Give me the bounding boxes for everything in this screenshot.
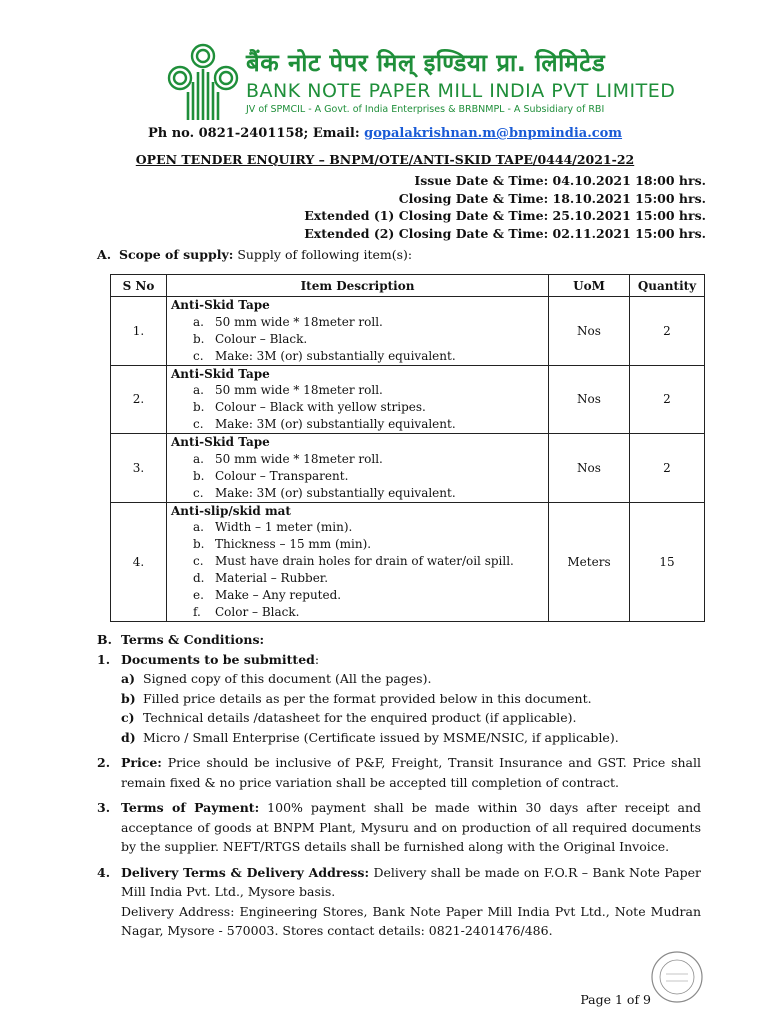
contact-line (0, 126, 770, 141)
header-sno: S No (111, 275, 167, 297)
documents-colon: : (314, 651, 320, 667)
item-spec: a. 50 mm wide * 18meter roll. (193, 451, 383, 466)
list-item: b) Filled price details as per the format provided below in this document. (121, 690, 592, 706)
item-spec: f. Color – Black. (193, 605, 300, 619)
documents-num: 1. (97, 651, 111, 667)
item-spec: e. Make – Any reputed. (193, 588, 342, 602)
list-item: c) Technical details /datasheet for the enquired product (if applicable). (121, 710, 577, 725)
item-spec: b. Colour – Black. (193, 331, 308, 346)
item-spec: b. Colour – Black with yellow stripes. (193, 400, 426, 414)
row-sno: 2. (111, 365, 167, 434)
closing-date: Closing Date & Time: 18.10.2021 15:00 hrs. (398, 190, 706, 206)
page-number: Page 1 of 9 (580, 992, 651, 1007)
company-seal-stamp (650, 950, 704, 1004)
item-title: Anti-Skid Tape (171, 298, 270, 312)
delivery-address: Delivery Address: Engineering Stores, Bank Note Paper Mill India Pvt Ltd., Note Mudran Nagar, Mysore - 570003. Stores contact details: 0821-2401476/486. (121, 903, 701, 938)
company-name-english: BANK NOTE PAPER MILL INDIA PVT LIMITED (246, 80, 676, 102)
list-item: d) Micro / Small Enterprise (Certificate issued by MSME/NSIC, if applicable). (121, 729, 619, 745)
company-name-hindi: बैंक नोट पेपर मिल् इण्डिया प्रा. लिमिटेड (246, 49, 606, 77)
row-description (167, 365, 549, 434)
item-spec: c. Make: 3M (or) substantially equivalent. (193, 417, 456, 431)
contact-email-link[interactable]: gopalakrishnan.m@bnpmindia.com (364, 126, 623, 141)
row-uom: Nos (549, 365, 630, 434)
table-header-row (111, 275, 705, 297)
header-description: Item Description (167, 275, 549, 297)
price-clause: 2. Price: Price should be inclusive of P&F, Freight, Transit Insurance and GST. Price shall remain fixed & no price variation shall be accepted till completion of contract. (97, 755, 701, 790)
contact-phone-label: Ph no. 0821-2401158; Email: (147, 126, 365, 141)
row-sno: 3. (111, 434, 167, 503)
documents-heading-text: Documents to be submitted (121, 651, 315, 667)
row-description (167, 434, 549, 503)
table-row (111, 434, 705, 503)
terms-heading (97, 630, 701, 650)
scope-text: Supply of following item(s): (233, 247, 413, 262)
row-uom: Nos (549, 434, 630, 503)
row-sno: 4. (111, 502, 167, 622)
tender-dates (304, 172, 706, 242)
scope-letter: A. (97, 247, 112, 262)
header-uom: UoM (549, 275, 630, 297)
item-spec: b. Colour – Transparent. (193, 468, 349, 483)
scope-of-supply (97, 247, 412, 262)
table-row (111, 297, 705, 366)
item-title: Anti-Skid Tape (171, 435, 270, 449)
extended-closing-date-2: Extended (2) Closing Date & Time: 02.11.2021 15:00 hrs. (304, 225, 706, 241)
item-spec: d. Material – Rubber. (193, 571, 329, 585)
table-row (111, 365, 705, 434)
scope-label: Scope of supply: (119, 247, 234, 262)
item-spec: c. Make: 3M (or) substantially equivalent. (193, 485, 456, 500)
item-spec: b. Thickness – 15 mm (min). (193, 537, 372, 551)
row-quantity: 2 (630, 434, 705, 503)
row-sno: 1. (111, 297, 167, 366)
list-item: a) Signed copy of this document (All the pages). (121, 671, 432, 686)
row-quantity: 2 (630, 365, 705, 434)
item-spec: a. 50 mm wide * 18meter roll. (193, 314, 383, 329)
payment-clause: 3. Terms of Payment: 100% payment shall be made within 30 days after receipt and acceptance of goods at BNPM Plant, Mysuru and on production of all required documents by the supplier. NEFT/RTGS details shall be furnished along with the Original Invoice. (97, 800, 701, 854)
row-uom: Nos (549, 297, 630, 366)
row-description (167, 297, 549, 366)
terms-letter: B. (97, 632, 112, 647)
item-title: Anti-Skid Tape (171, 366, 270, 381)
terms-section (97, 630, 701, 941)
header-quantity: Quantity (630, 275, 705, 297)
item-title: Anti-slip/skid mat (171, 503, 291, 518)
documents-heading (97, 650, 701, 670)
tender-title: OPEN TENDER ENQUIRY – BNPM/OTE/ANTI-SKID TAPE/0444/2021-22 (135, 152, 635, 167)
item-spec: a. 50 mm wide * 18meter roll. (193, 383, 383, 397)
item-spec: c. Must have drain holes for drain of water/oil spill. (193, 554, 514, 568)
jv-tagline: JV of SPMCIL - A Govt. of India Enterprises & BRBNMPL - A Subsidiary of RBI (246, 104, 605, 115)
item-spec: a. Width – 1 meter (min). (193, 520, 353, 534)
extended-closing-date-1: Extended (1) Closing Date & Time: 25.10.2021 15:00 hrs. (304, 208, 706, 223)
terms-heading-text: Terms & Conditions: (121, 632, 265, 647)
row-uom: Meters (549, 502, 630, 622)
row-quantity: 15 (630, 502, 705, 622)
issue-date: Issue Date & Time: 04.10.2021 18:00 hrs. (414, 173, 706, 188)
delivery-clause: 4. Delivery Terms & Delivery Address: Delivery shall be made on F.O.R – Bank Note Paper Mill India Pvt. Ltd., Mysore basis. Delivery Address: Engineering Stores, Bank Note Paper Mill India Pvt Ltd., Note Mudran Nagar, Mysore - 570003. Stores contact details: 0821-2401476/486. (97, 863, 701, 941)
row-quantity: 2 (630, 297, 705, 366)
items-table (110, 274, 705, 622)
table-row (111, 502, 705, 622)
item-spec: c. Make: 3M (or) substantially equivalent. (193, 348, 456, 363)
row-description (167, 502, 549, 622)
bnpm-logo-icon (166, 42, 240, 122)
